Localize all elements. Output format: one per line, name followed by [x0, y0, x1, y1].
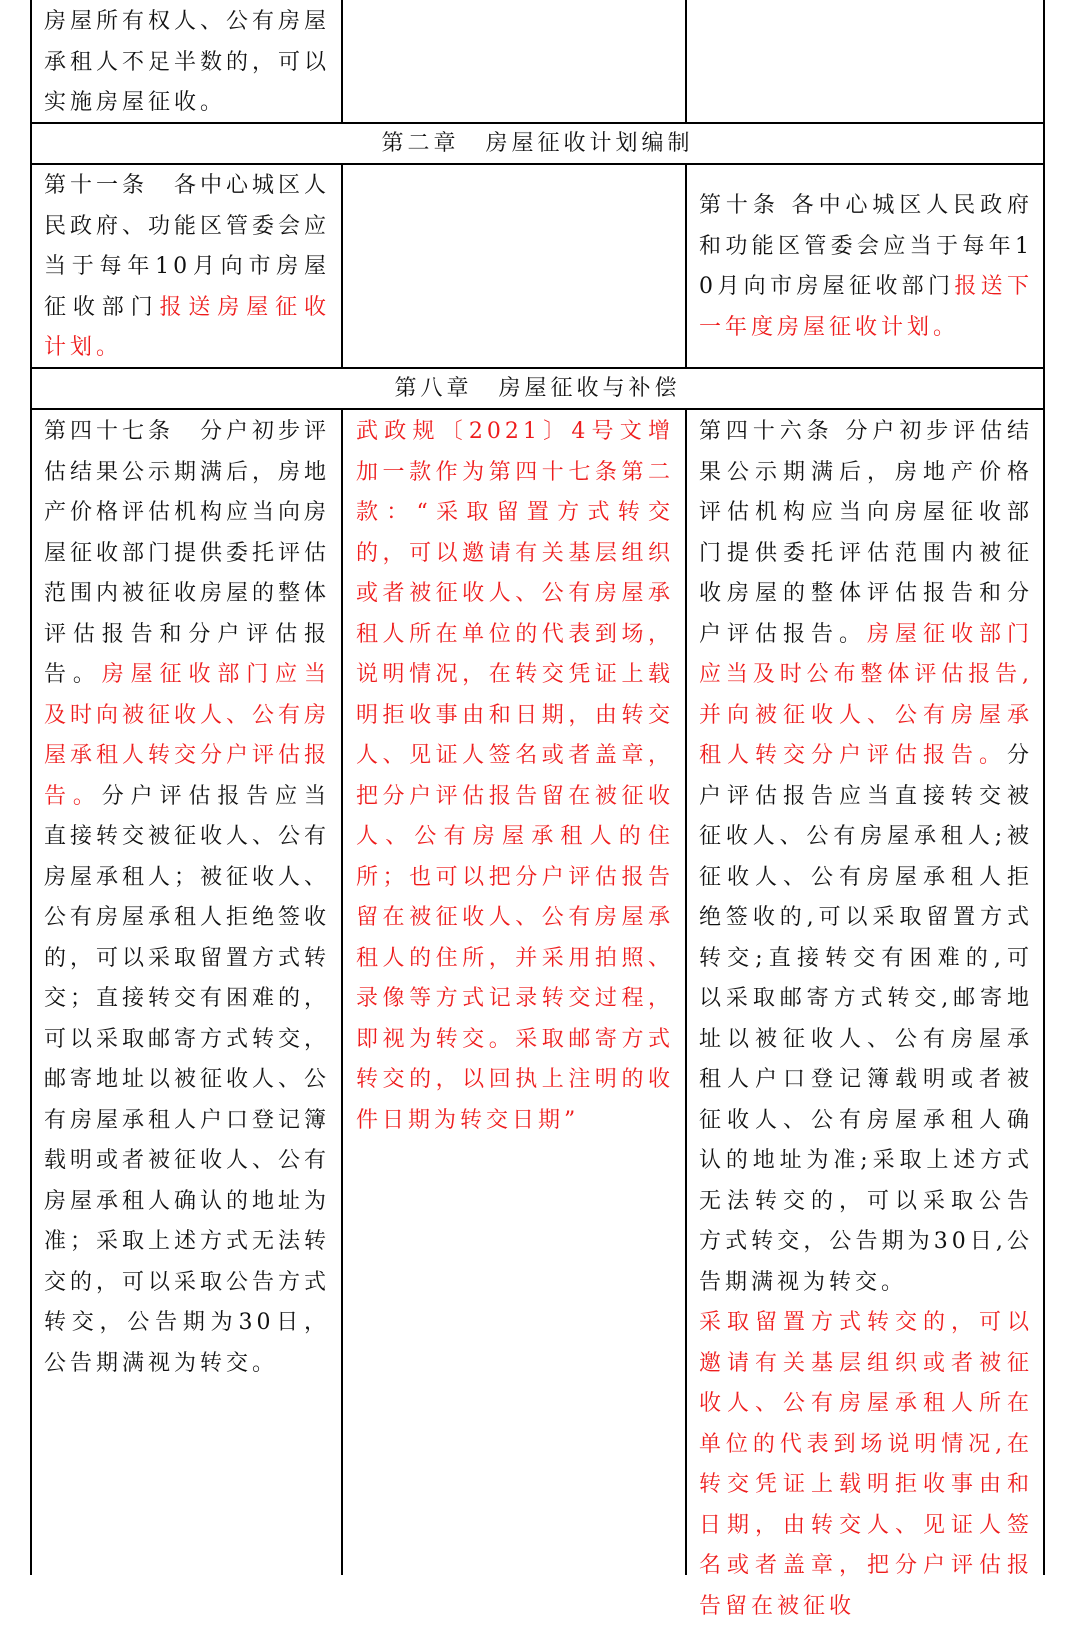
row2-col1-text: 第十一条 各中心城区人民政府、功能区管委会应当于每年10月向市房屋征收部门	[44, 173, 331, 320]
row3-col1-text-b: 分户评估报告应当直接转交被征收人、公有房屋承租人；被征收人、公有房屋承租人拒绝签收的，可以采取留置方式转交；直接转交有困难的，可以采取邮寄方式转交，邮寄地址以被征收人、公有房屋承租人户口登记簿载明或者被征收人、公有房屋承租人确认的地址为准；采取上述方式无法转交的，可以采取公告方式转交，公告期为30日，公告期满视为转交。	[44, 783, 331, 1376]
row2-col1	[44, 166, 330, 366]
row3-col3-highlight-a: 房屋征收部门应当及时公布整体评估报告,并向被征收人、公有房屋承租人转交分户评估报告。	[699, 621, 1033, 768]
chapter-2-heading: 第二章 房屋征收计划编制	[381, 131, 694, 156]
col-divider-1	[341, 0, 343, 122]
row3-col3-text-b: 分户评估报告应当直接转交被征收人、公有房屋承租人;被征收人、公有房屋承租人拒绝签收的,可以采取留置方式转交;直接转交有困难的,可以采取邮寄方式转交,邮寄地址以被征收人、公有房屋承租人户口登记簿载明或者被征收人、公有房屋承租人确认的地址为准;采取上述方式无法转交的，可以采取公告方式转交，公告期为30日,公告期满视为转交。	[699, 743, 1033, 1295]
row3-col3-highlight-b: 采取留置方式转交的，可以邀请有关基层组织或者被征收人、公有房屋承租人所在单位的代表到场说明情况,在转交凭证上载明拒收事由和日期，由转交人、见证人签名或者盖章，把分户评估报告留在被征收	[699, 1310, 1033, 1619]
row2-col3-highlight: 报送下一年度房屋征收计划。	[699, 274, 1033, 340]
row2-col3-text: 第十条 各中心城区人民政府和功能区管委会应当于每年10月向市房屋征收部门	[699, 193, 1033, 299]
row2-col3	[699, 186, 1033, 366]
row2-col1-highlight: 报送房屋征收计划。	[44, 294, 330, 360]
row3-col3-text-a: 第四十六条 分户初步评估结果公示期满后，房地产价格评估机构应当向房屋征收部门提供委托评估范围内被征收房屋的整体评估报告和分户评估报告。	[699, 419, 1033, 647]
row3-col1	[44, 412, 330, 1572]
table-border-right	[1043, 0, 1045, 1575]
row3-col2: 武政规〔2021〕4号文增加一款作为第四十七条第二款：“采取留置方式转交的，可以邀请有关基层组织或者被征收人、公有房屋承租人所在单位的代表到场，说明情况，在转交凭证上载明拒收事由和日期，由转交人、见证人签名或者盖章，把分户评估报告留在被征收人、公有房屋承租人的住所；也可以把分户评估报告留在被征收人、公有房屋承租人的住所，并采用拍照、录像等方式记录转交过程，即视为转交。采取邮寄方式转交的，以回执上注明的收件日期为转交日期”	[356, 419, 674, 1133]
col-divider-1	[341, 164, 343, 368]
col-divider-2	[685, 409, 687, 1575]
top-row-col1: 房屋所有权人、公有房屋承租人不足半数的，可以实施房屋征收。	[44, 9, 331, 115]
col-divider-2	[685, 164, 687, 368]
col-divider-1	[341, 409, 343, 1575]
chapter-8-heading: 第八章 房屋征收与补偿	[394, 376, 681, 401]
col-divider-2	[685, 0, 687, 122]
row3-col1-text-a: 第四十七条 分户初步评估结果公示期满后，房地产价格评估机构应当向房屋征收部门提供委托评估范围内被征收房屋的整体评估报告和分户评估报告。	[44, 419, 331, 687]
table-border-left	[30, 0, 32, 1575]
row3-col1-highlight: 房屋征收部门应当及时向被征收人、公有房屋承租人转交分户评估报告。	[44, 662, 331, 809]
row3-col3	[699, 412, 1033, 1619]
comparison-table	[30, 0, 1045, 1619]
